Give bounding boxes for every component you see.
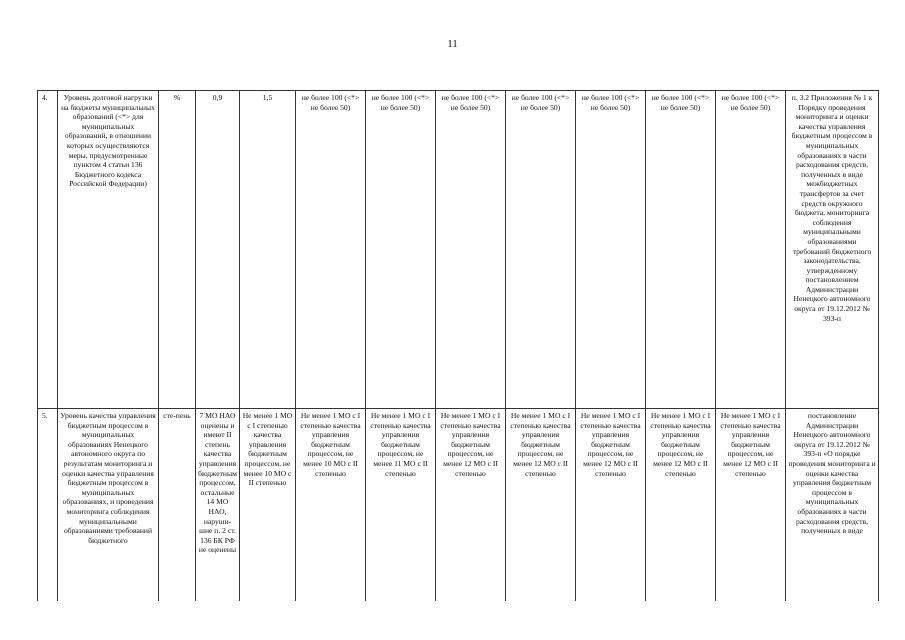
year-target: Не менее 1 МО с I степенью качества управления бюджетным процессом, не менее 12 МО с II степенью <box>716 409 786 602</box>
table-row <box>38 91 879 409</box>
source-document: постановление Администрации Ненецкого автономного округа от 19.12.2012 № 393-п «О порядке проведения мониторинга и оценки качества управления бюджетным процессом в муниципальных образованиях в части расходования средств, полученных в виде <box>786 409 879 602</box>
unit-cell: % <box>159 91 196 409</box>
indicator-name: Уровень долговой нагрузки на бюджеты муниципальных образований (<*> для муниципальных образований, в отношении которых осуществляются меры, предусмотренные пунктом 4 статьи 136 Бюджетного кодекса Российской Федерации) <box>58 91 159 409</box>
page-number: 11 <box>447 38 458 50</box>
year-target: Не менее 1 МО с I степенью качества управления бюджетным процессом, не менее 12 МО с II степенью <box>646 409 716 602</box>
unit-cell: сте-пень <box>159 409 196 602</box>
year-target: не более 100 (<*> не более 50) <box>646 91 716 409</box>
year-target: Не менее 1 МО с I степенью качества управления бюджетным процессом, не менее 11 МО с II степенью <box>366 409 436 602</box>
row-number: 4. <box>38 91 58 409</box>
year-target: Не менее 1 МО с I степенью качества управления бюджетным процессом, не менее 12 МО с II степенью <box>436 409 506 602</box>
year-target: Не менее 1 МО с I степенью качества управления бюджетным процессом, не менее 12 МО с II степенью <box>576 409 646 602</box>
base-value: 7 МО НАО оценены и имеют II степень качества управления бюджетным процессом, остальные 14 МО НАО, наруши-шие п. 2 ст. 136 БК РФ не оценены <box>196 409 240 602</box>
indicator-name: Уровень качества управления бюджетным процессом в муниципальных образованиях Ненецкого автономного округа по результатам мониторинга и оценки качества управления бюджетным процессом в муниципальных образованиях, и проведения мониторинга соблюдения муниципальными образованиями требований бюджетного <box>58 409 159 602</box>
year-target: не более 100 (<*> не более 50) <box>506 91 576 409</box>
year-target: не более 100 (<*> не более 50) <box>366 91 436 409</box>
year-target: не более 100 (<*> не более 50) <box>576 91 646 409</box>
table-row <box>38 409 879 602</box>
year-target: не более 100 (<*> не более 50) <box>296 91 366 409</box>
current-value: Не менее 1 МО с I степенью качества управления бюджетным процессом, не менее 10 МО с II степенью <box>240 409 296 602</box>
row-number: 5. <box>38 409 58 602</box>
current-value: 1,5 <box>240 91 296 409</box>
year-target: не более 100 (<*> не более 50) <box>716 91 786 409</box>
year-target: Не менее 1 МО с I степенью качества управления бюджетным процессом, не менее 12 МО с II степенью <box>506 409 576 602</box>
year-target: Не менее 1 МО с I степенью качества управления бюджетным процессом, не менее 10 МО с II степенью <box>296 409 366 602</box>
source-document: п. 3.2 Приложения № 1 к Порядку проведения мониторинга и оценки качества управления бюджетным процессом в муниципальных образованиях в части расходования средств, полученных в виде межбюджетных трансфертов за счет средств окружного бюджета, мониторинга соблюдения муниципальными образованиями требований бюджетного законодательства, утвержденному постановлением Администрации Ненецкого автономного округа от 19.12.2012 № 393-п <box>786 91 879 409</box>
base-value: 0,9 <box>196 91 240 409</box>
indicators-table <box>37 90 879 601</box>
year-target: не более 100 (<*> не более 50) <box>436 91 506 409</box>
